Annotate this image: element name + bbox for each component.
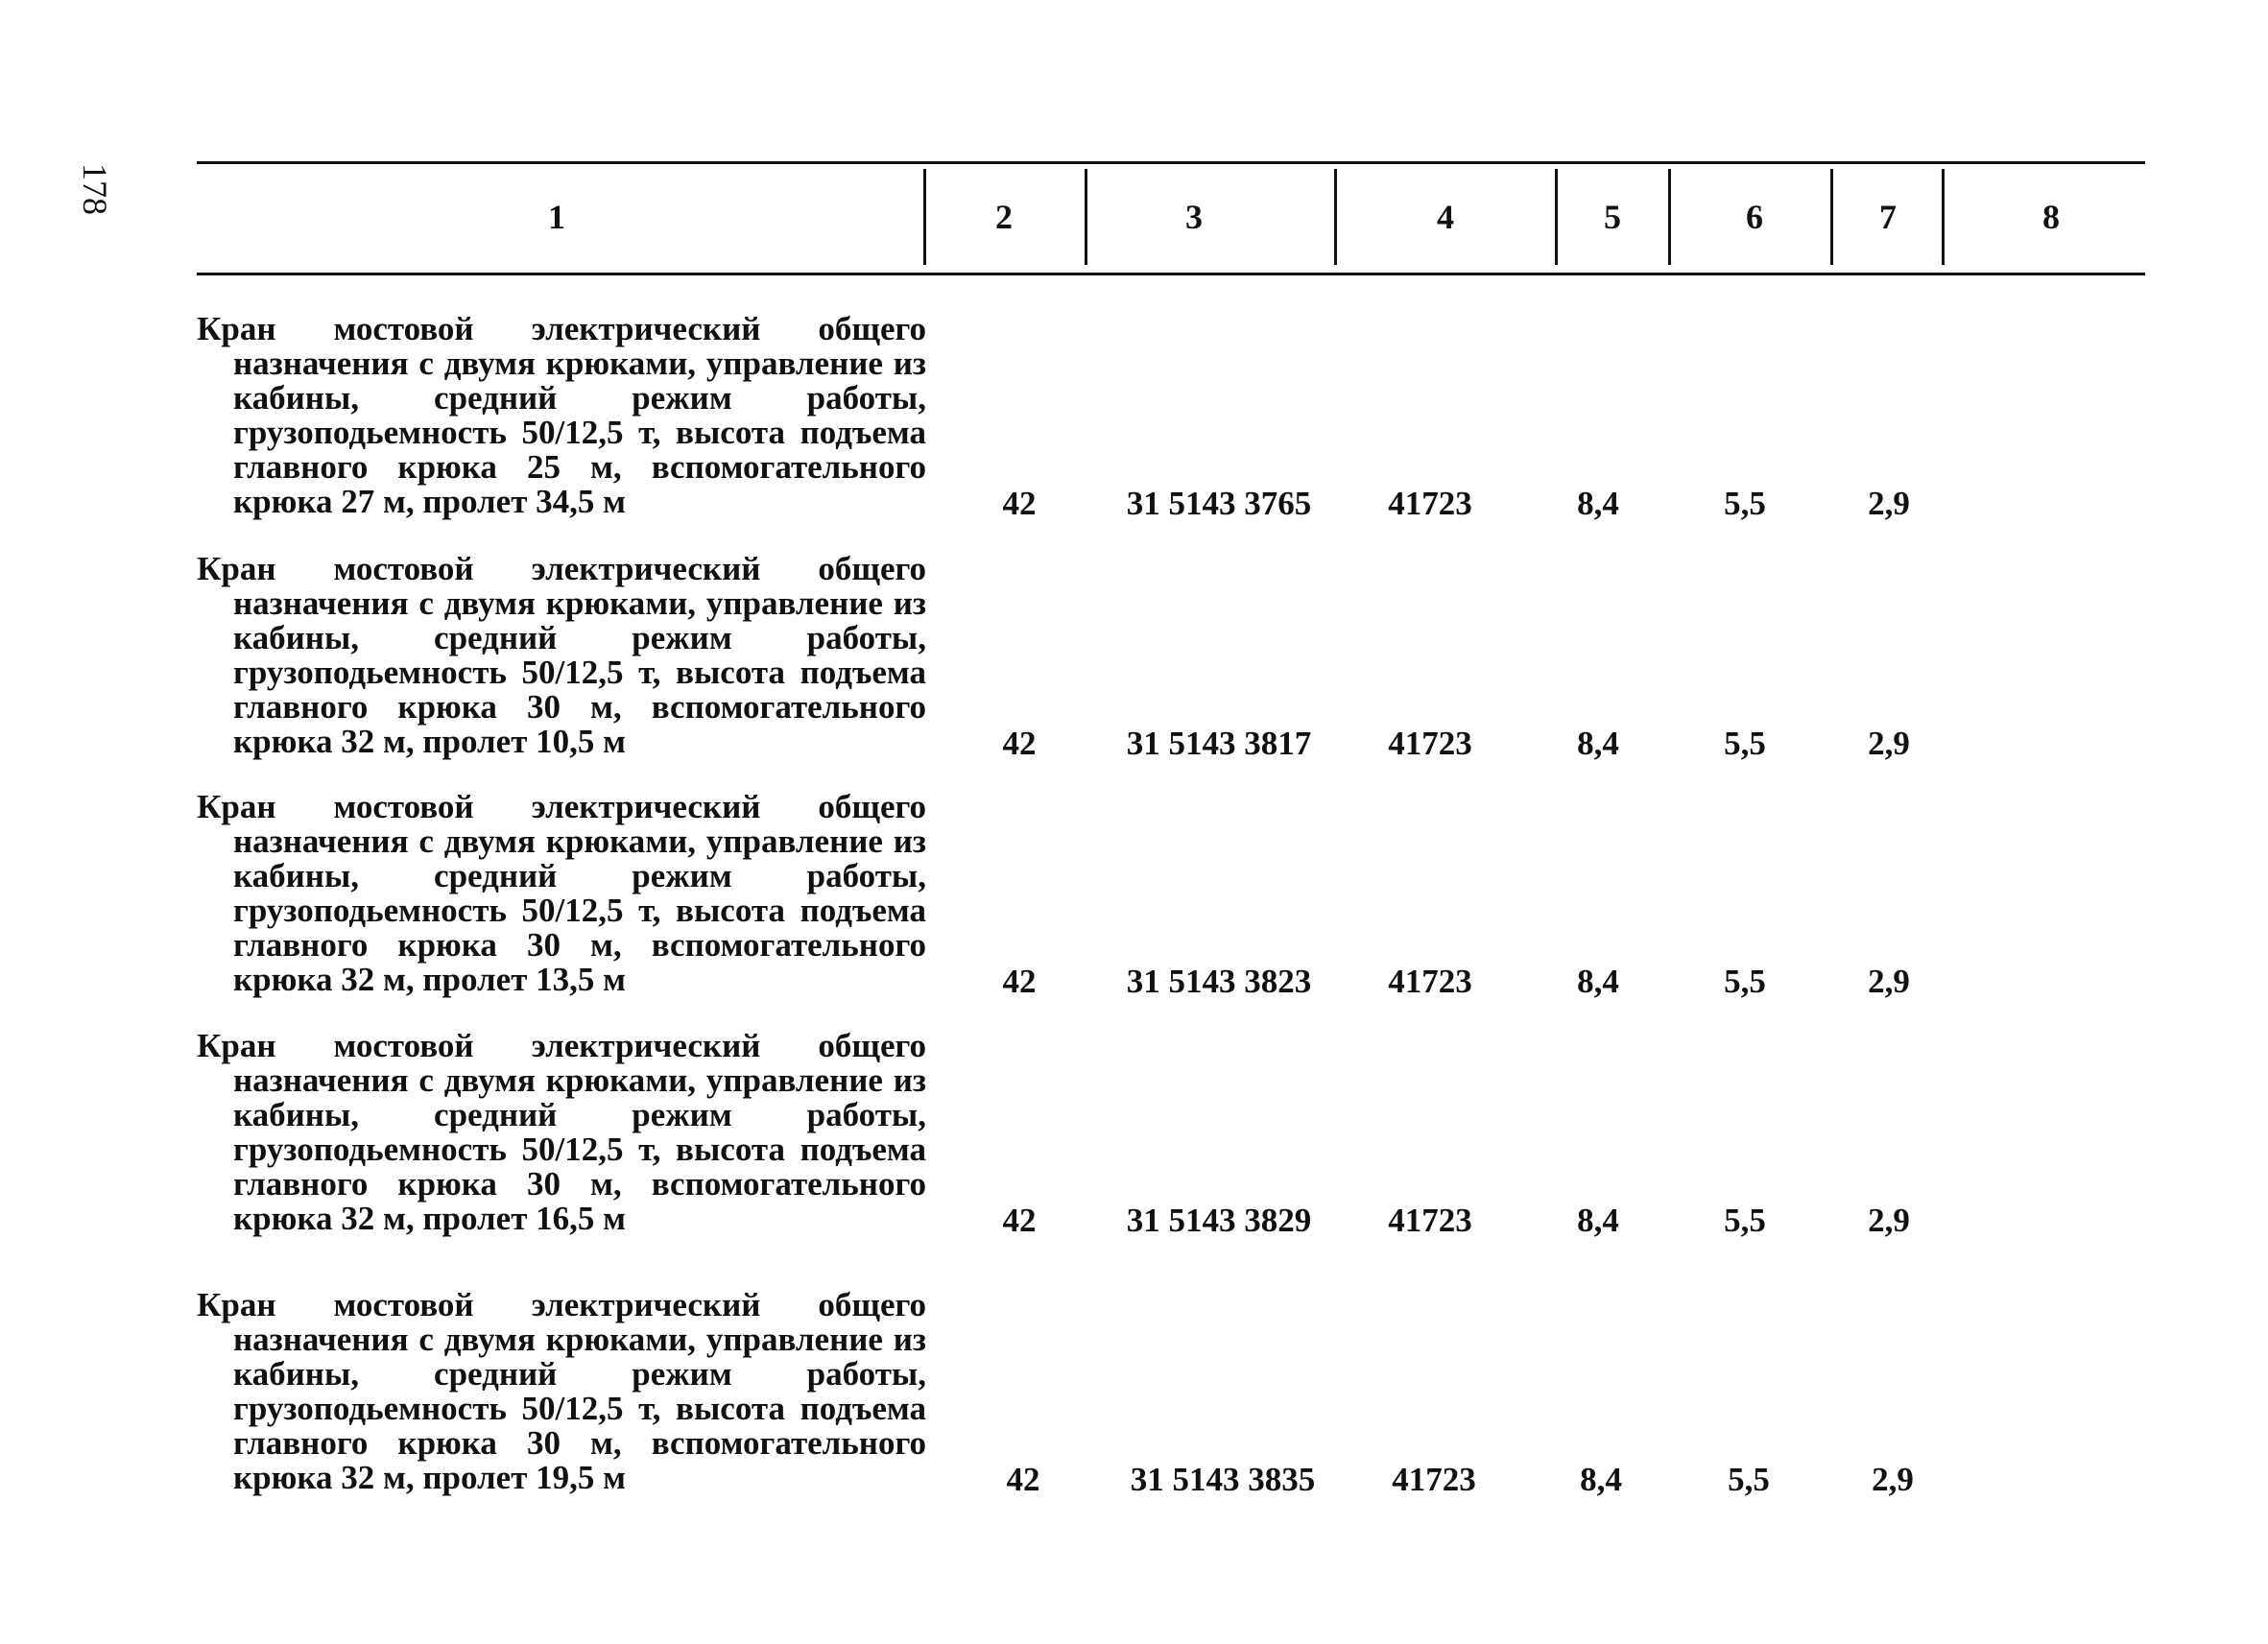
- table-header-bottom-rule: [197, 273, 2145, 275]
- row-description: Кран мостовой электрический общего назначения с двумя крюками, управление из кабины, средний режим работы, грузоподьемность 50/12,5 т, высота подъема главного крюка 30 м, вспомогательного крюка 32 м, пролет 19,5 м: [197, 1286, 926, 1496]
- row-col-4: 41723: [1388, 1202, 1472, 1239]
- row-col-4: 41723: [1388, 485, 1472, 522]
- row-col-3: 31 5143 3829: [1126, 1202, 1312, 1239]
- column-header-4: 4: [1437, 198, 1454, 236]
- column-divider: [1942, 169, 1945, 265]
- row-col-5: 8,4: [1577, 485, 1619, 522]
- row-col-2: 42: [1006, 1461, 1040, 1498]
- table-top-rule: [197, 161, 2145, 164]
- row-col-7: 2,9: [1868, 963, 1910, 1000]
- row-col-4: 41723: [1388, 725, 1472, 762]
- row-col-3: 31 5143 3823: [1126, 963, 1312, 1000]
- row-col-6: 5,5: [1724, 485, 1766, 522]
- row-description: Кран мостовой электрический общего назначения с двумя крюками, управление из кабины, средний режим работы, грузоподьемность 50/12,5 т, высота подъема главного крюка 25 м, вспомогательного крюка 27 м, пролет 34,5 м: [197, 310, 926, 520]
- row-col-6: 5,5: [1724, 963, 1766, 1000]
- row-col-5: 8,4: [1577, 725, 1619, 762]
- row-col-7: 2,9: [1872, 1461, 1914, 1498]
- column-divider: [1830, 169, 1833, 265]
- row-col-3: 31 5143 3765: [1126, 485, 1312, 522]
- row-col-5: 8,4: [1577, 963, 1619, 1000]
- row-col-6: 5,5: [1728, 1461, 1770, 1498]
- column-header-3: 3: [1185, 198, 1203, 236]
- row-col-7: 2,9: [1868, 725, 1910, 762]
- row-description: Кран мостовой электрический общего назначения с двумя крюками, управление из кабины, средний режим работы, грузоподьемность 50/12,5 т, высота подъема главного крюка 30 м, вспомогательного крюка 32 м, пролет 13,5 м: [197, 788, 926, 998]
- row-col-5: 8,4: [1577, 1202, 1619, 1239]
- row-col-7: 2,9: [1868, 1202, 1910, 1239]
- row-col-2: 42: [1002, 725, 1037, 762]
- column-divider: [923, 169, 926, 265]
- column-header-5: 5: [1604, 198, 1621, 236]
- column-divider: [1334, 169, 1337, 265]
- column-header-7: 7: [1879, 198, 1897, 236]
- column-divider: [1085, 169, 1087, 265]
- row-col-4: 41723: [1388, 963, 1472, 1000]
- row-description: Кран мостовой электрический общего назначения с двумя крюками, управление из кабины, средний режим работы, грузоподьемность 50/12,5 т, высота подъема главного крюка 30 м, вспомогательного крюка 32 м, пролет 16,5 м: [197, 1027, 926, 1237]
- column-header-6: 6: [1746, 198, 1763, 236]
- row-col-3: 31 5143 3817: [1126, 725, 1312, 762]
- page-number: 178: [76, 163, 114, 215]
- column-header-8: 8: [2042, 198, 2060, 236]
- row-col-5: 8,4: [1580, 1461, 1622, 1498]
- row-col-4: 41723: [1392, 1461, 1476, 1498]
- row-col-3: 31 5143 3835: [1130, 1461, 1316, 1498]
- row-col-2: 42: [1002, 485, 1037, 522]
- row-col-7: 2,9: [1868, 485, 1910, 522]
- row-col-2: 42: [1002, 963, 1037, 1000]
- row-col-6: 5,5: [1724, 725, 1766, 762]
- column-header-1: 1: [548, 198, 565, 236]
- row-description: Кран мостовой электрический общего назначения с двумя крюками, управление из кабины, средний режим работы, грузоподьемность 50/12,5 т, высота подъема главного крюка 30 м, вспомогательного крюка 32 м, пролет 10,5 м: [197, 550, 926, 760]
- column-divider: [1555, 169, 1558, 265]
- row-col-2: 42: [1002, 1202, 1037, 1239]
- column-divider: [1668, 169, 1671, 265]
- column-header-2: 2: [995, 198, 1013, 236]
- row-col-6: 5,5: [1724, 1202, 1766, 1239]
